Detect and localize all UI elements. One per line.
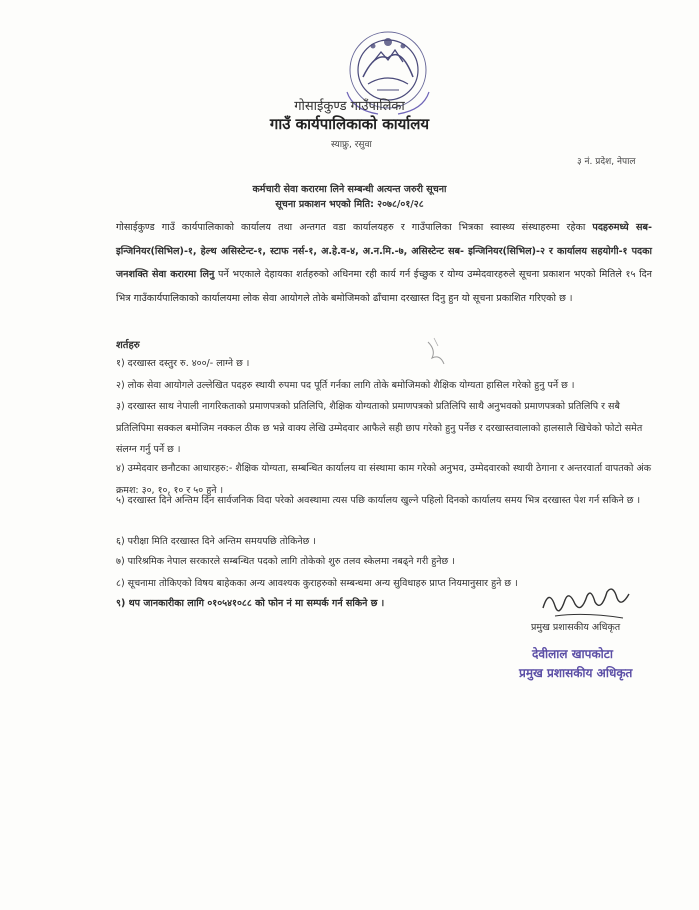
handwritten-signature (535, 578, 635, 626)
paragraph-text-1: गोसाईकुण्ड गाउँ कार्यपालिकाको कार्यालय तथा अन्तगत वडा कार्यालयहरु र गाउँपालिका भित्रका स्वास्थ्य संस्थाहरुमा रहेका (116, 222, 593, 233)
notice-body-paragraph (116, 216, 652, 310)
paragraph-text-2: पर्ने भएकाले देहायका शर्तहरुको अधिनमा रही कार्य गर्न ईच्छुक र योग्य उम्मेदवारहरुले सूचना प्रकाशन भएको मितिले १५ दिन भित्र गाउँकार्यपालिकाको कार्यालयमा लोक सेवा आयोगले तोके बमोजिमको ढाँचामा दरखास्त दिनु हुन यो सूचना प्रकाशित गरिएको छ । (116, 269, 653, 304)
conditions-heading: शर्तहरु (116, 340, 140, 351)
condition-item: २) लोक सेवा आयोगले उल्लेखित पदहरु स्थायी रुपमा पद पूर्ति गर्नका लागि तोके बमोजिमको शैक्षिक योग्यता हासिल गरेको हुनु पर्ने छ । (116, 380, 575, 391)
notice-date: सूचना प्रकाशन भएको मिति: २०७८/०१/२८ (275, 199, 424, 210)
stamp-officer-name: देवीलाल खापकोटा (532, 647, 613, 661)
condition-item: ४) उम्मेदवार छनौटका आधारहरु:- शैक्षिक योग्यता, सम्बन्धित कार्यालय वा संस्थामा काम गरेको अनुभव, उम्मेदवारको स्थायी ठेगाना र अन्तरवार्ता वापतको अंक क्रमश: ३०, १०, १० र ५० हुने । (116, 463, 652, 496)
office-name: गोसाईकुण्ड गाउँपालिका (294, 99, 405, 114)
notice-subject: कर्मचारी सेवा करारमा लिने सम्बन्धी अत्यन्त जरुरी सूचना (252, 184, 447, 195)
condition-item: ७) पारिश्रमिक नेपाल सरकारले सम्बन्धित पदको लागि तोकेको शुरु तलव स्केलमा नबढ्ने गरी हुनेछ । (116, 556, 455, 567)
condition-item: ६) परीक्षा मिति दरखास्त दिने अन्तिम समयपछि तोकिनेछ । (116, 536, 316, 547)
condition-item: ३) दरखास्त साथ नेपाली नागरिकताको प्रमाणपत्रको प्रतिलिपि, शैक्षिक योग्यताको प्रमाणपत्रको प्रतिलिपि साथै अनुभवको प्रमाणपत्रको प्रतिलिपि र सबै प्रतिलिपिमा सक्कल बमोजिम नक्कल ठीक छ भन्ने वाक्य लेखि उम्मेदवार आफैले सही छाप गरेको हुनु पर्नेछ र दरखास्तवालाको हालसालै खिचेको फोटो समेत संलग्न गर्नु पर्ने छ । (116, 401, 643, 455)
office-address: स्याफ्रु, रसुवा (331, 140, 372, 150)
stamp-officer-role: प्रमुख प्रशासकीय अधिकृत (519, 666, 633, 680)
condition-item: ५) दरखास्त दिने अन्तिम दिन सार्वजनिक विदा परेको अवस्थामा त्यस पछि कार्यालय खुल्ने पहिलो दिनको कार्यालय समय भित्र दरखास्त पेश गर्न सकिने छ । (116, 495, 641, 506)
condition-item: १) दरखास्त दस्तुर रु. ४००/- लाग्ने छ । (116, 358, 250, 369)
condition-item: ८) सूचनामा तोकिएको विषय बाहेकका अन्य आवश्यक कुराहरुको सम्बन्धमा अन्य सुविधाहरु प्राप्त नियमानुसार हुने छ । (116, 578, 518, 589)
office-title: गाउँ कार्यपालिकाको कार्यालय (269, 115, 430, 133)
signatory-role: प्रमुख प्रशासकीय अधिकृत (531, 622, 621, 633)
condition-item: ९) थप जानकारीका लागि ०१०५४१०८८ को फोन नं मा सम्पर्क गर्न सकिने छ । (116, 598, 385, 609)
paragraph-positions: पदहरुमध्ये सब-इन्जिनियर(सिभिल)-१, हेल्थ असिस्टेन्ट-१, स्टाफ नर्स-१, अ.हे.व-४, अ.न.मि.-७, असिस्टेन्ट सब- इन्जिनियर(सिभिल)-२ र कार्यालय सहयोगी-१ पदका जनशक्ति सेवा करारमा लिनु (116, 222, 652, 280)
province-label: ३ नं. प्रदेश, नेपाल (577, 157, 636, 167)
